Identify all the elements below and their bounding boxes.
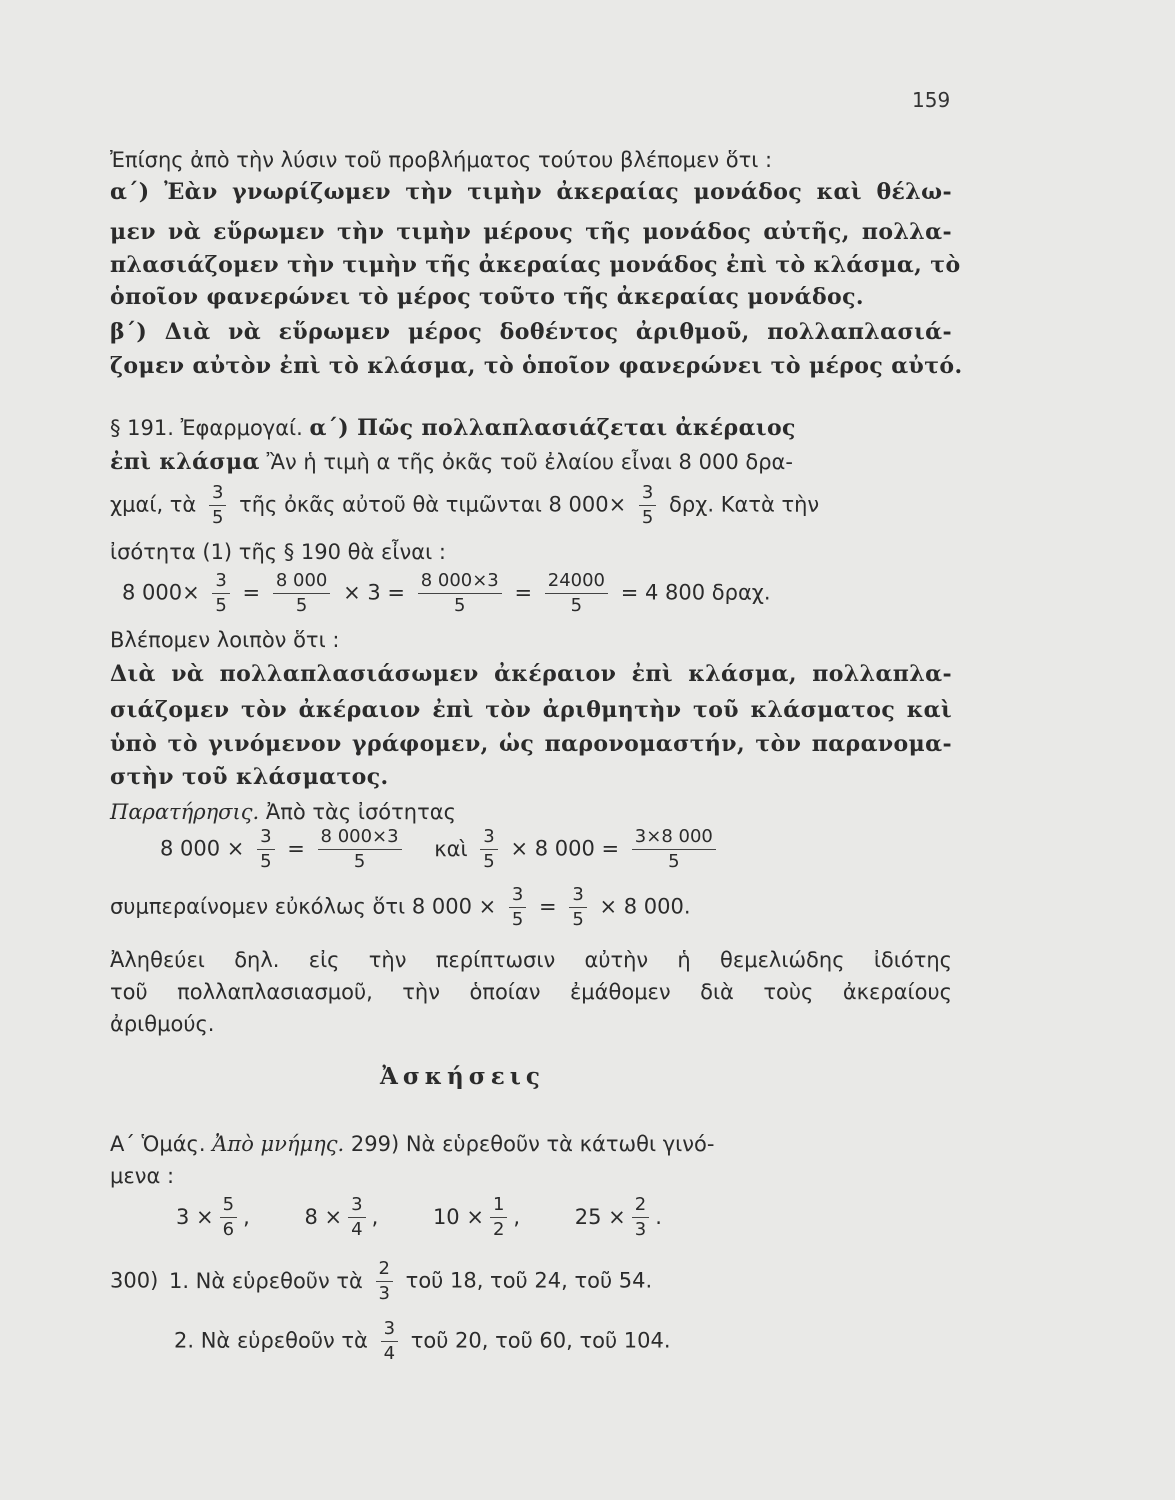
- section-question-cont: ἐπὶ κλάσμα: [110, 449, 260, 475]
- fraction: [209, 484, 226, 527]
- products-row: [176, 1196, 662, 1239]
- fraction: [480, 828, 497, 871]
- eq-term: 8 000 ×: [160, 836, 245, 861]
- denominator: 2: [492, 1219, 505, 1240]
- conclusion-text: συμπεραίνομεν εὐκόλως ὅτι: [110, 894, 406, 919]
- truth-line-1: Ἀληθεύει δηλ. εἰς τὴν περίπτωσιν αὐτὴν ἡ θεμελιώδης ἰδιότης: [110, 948, 952, 972]
- fraction: [632, 828, 716, 871]
- eq-term: × 3: [343, 580, 381, 605]
- product-item: [432, 1194, 521, 1240]
- fraction: [639, 484, 656, 527]
- numerator: 5: [220, 1196, 237, 1218]
- numerator: 3×8 000: [632, 828, 716, 850]
- numerator: 3: [480, 828, 497, 850]
- eq-term: × 8 000 =: [510, 836, 620, 861]
- section-191-line-2: [110, 448, 952, 476]
- memory-label: Ἀπὸ μνήμης.: [212, 1132, 345, 1156]
- numerator: 3: [348, 1196, 365, 1218]
- truth-line-3: ἀριθμούς.: [110, 1012, 215, 1036]
- fraction: [212, 572, 229, 615]
- equation-2: [160, 828, 722, 871]
- rule-b-line-2: ζομεν αὐτὸν ἐπὶ τὸ κλάσμα, τὸ ὁποῖον φανερώνει τὸ μέρος αὐτό.: [110, 353, 963, 379]
- exercise-299-cont: μενα :: [110, 1164, 175, 1188]
- numerator: 1: [490, 1196, 507, 1218]
- fraction: [318, 828, 402, 871]
- numerator: 24000: [545, 572, 608, 594]
- denominator: 5: [260, 851, 272, 872]
- eq-sign: =: [387, 580, 405, 605]
- section-text: Ἂν ἡ τιμὴ α τῆς ὀκᾶς τοῦ ἐλαίου εἶναι 8 000 δρα-: [266, 450, 793, 474]
- fraction: [220, 1196, 237, 1239]
- exercise-group-line: [110, 1130, 952, 1158]
- exercise-300-1: [110, 1260, 652, 1303]
- eq-term: 8 000×: [122, 580, 200, 605]
- numerator: 2: [376, 1260, 393, 1282]
- rule-b-line-1: β΄) Διὰ νὰ εὕρωμεν μέρος δοθέντος ἀριθμοῦ, πολλαπλασιά-: [110, 319, 952, 345]
- rule-a-line-3: πλασιάζομεν τὴν τιμὴν τῆς ἀκεραίας μονάδος ἐπὶ τὸ κλάσμα, τὸ: [110, 252, 961, 278]
- exercise-number: 300): [110, 1268, 159, 1293]
- numerator: 3: [509, 886, 526, 908]
- numerator: 3: [212, 572, 229, 594]
- eq-conjunction: καὶ: [434, 836, 468, 861]
- rule-line-4: στὴν τοῦ κλάσματος.: [110, 764, 389, 790]
- numerator: 3: [381, 1320, 398, 1342]
- observation-line: [110, 798, 952, 826]
- separator: ,: [243, 1204, 250, 1229]
- denominator: 5: [570, 595, 583, 616]
- section-question: α΄) Πῶς πολλαπλασιάζεται ἀκέραιος: [309, 415, 796, 441]
- intro-line: Ἐπίσης ἀπὸ τὴν λύσιν τοῦ προβλήματος τούτου βλέπομεν ὅτι :: [110, 148, 773, 172]
- denominator: 3: [378, 1283, 390, 1304]
- denominator: 5: [353, 851, 366, 872]
- product-item: [176, 1194, 250, 1240]
- rule-a-line-2: μεν νὰ εὕρωμεν τὴν τιμὴν μέρους τῆς μονάδος αὐτῆς, πολλα-: [110, 219, 952, 245]
- page-number: 159: [912, 88, 951, 112]
- denominator: 5: [511, 909, 524, 930]
- equation-3: [110, 886, 691, 929]
- eq-result: = 4 800 δραχ.: [620, 580, 771, 605]
- denominator: 5: [483, 851, 495, 872]
- eq-sign: =: [539, 894, 557, 919]
- numerator: 8 000: [273, 572, 331, 594]
- fraction: [569, 886, 586, 929]
- exercise-text: τοῦ 18, τοῦ 24, τοῦ 54.: [405, 1268, 653, 1293]
- rule-a-line-1: α΄) Ἐὰν γνωρίζωμεν τὴν τιμὴν ἀκεραίας μονάδος καὶ θέλω-: [110, 179, 952, 205]
- group-label: Α΄ Ὁμάς.: [110, 1132, 206, 1156]
- denominator: 4: [351, 1219, 363, 1240]
- numerator: 3: [209, 484, 226, 506]
- eq-sign: =: [287, 836, 305, 861]
- fraction: [490, 1196, 507, 1239]
- denominator: 5: [211, 507, 224, 528]
- fraction: [632, 1196, 649, 1239]
- denominator: 5: [215, 595, 227, 616]
- section-number: § 191.: [110, 416, 174, 440]
- section-191-line-3: [110, 484, 819, 527]
- truth-line-2: τοῦ πολλαπλασιασμοῦ, τὴν ὁποίαν ἐμάθομεν διὰ τοὺς ἀκεραίους: [110, 980, 952, 1004]
- equation-1: [122, 572, 771, 615]
- fraction: [418, 572, 502, 615]
- fraction: [376, 1260, 393, 1303]
- denominator: 5: [572, 909, 584, 930]
- rule-line-2: σιάζομεν τὸν ἀκέραιον ἐπὶ τὸν ἀριθμητὴν τοῦ κλάσματος καὶ: [110, 697, 952, 723]
- exercise-text: 1. Νὰ εὑρεθοῦν τὰ: [168, 1268, 363, 1293]
- observation-label: Παρατήρησις.: [110, 800, 260, 824]
- exercises-heading: Ἀσκήσεις: [380, 1063, 545, 1090]
- separator: ,: [371, 1204, 379, 1229]
- eq-sign: =: [242, 580, 261, 605]
- product-term: 8 ×: [304, 1204, 343, 1229]
- denominator: 6: [222, 1219, 235, 1240]
- separator: .: [655, 1204, 662, 1229]
- numerator: 3: [257, 828, 274, 850]
- observation-text: Ἀπὸ τὰς ἰσότητας: [265, 800, 456, 824]
- product-term: 3 ×: [176, 1204, 214, 1229]
- text-span: δρχ. Κατὰ τὴν: [669, 492, 820, 517]
- numerator: 3: [639, 484, 656, 506]
- denominator: 4: [383, 1343, 396, 1364]
- product-item: [574, 1194, 662, 1240]
- fraction: [257, 828, 274, 871]
- section-title: Ἐφαρμογαί.: [180, 416, 303, 440]
- product-term: 10 ×: [432, 1204, 484, 1229]
- eq-term: 8 000 ×: [411, 894, 497, 919]
- equality-ref-line: ἰσότητα (1) τῆς § 190 θὰ εἶναι :: [110, 540, 446, 564]
- product-item: [304, 1194, 379, 1240]
- exercise-text: 2. Νὰ εὑρεθοῦν τὰ: [174, 1328, 368, 1353]
- separator: ,: [513, 1204, 521, 1229]
- exercise-300-2: [174, 1320, 671, 1363]
- denominator: 5: [668, 851, 680, 872]
- denominator: 5: [295, 595, 308, 616]
- text-span: χμαί, τὰ: [110, 492, 197, 517]
- fraction: [381, 1320, 398, 1363]
- rule-line-1: Διὰ νὰ πολλαπλασιάσωμεν ἀκέραιον ἐπὶ κλάσμα, πολλαπλα-: [110, 661, 952, 687]
- eq-term: × 8 000.: [599, 894, 691, 919]
- see-therefore-line: Βλέπομεν λοιπὸν ὅτι :: [110, 628, 340, 652]
- rule-line-3: ὑπὸ τὸ γινόμενον γράφομεν, ὡς παρονομαστήν, τὸν παρανομα-: [110, 731, 952, 757]
- fraction: [348, 1196, 365, 1239]
- rule-a-line-4: ὁποῖον φανερώνει τὸ μέρος τοῦτο τῆς ἀκεραίας μονάδος.: [110, 284, 864, 310]
- denominator: 3: [634, 1219, 647, 1240]
- product-term: 25 ×: [574, 1204, 626, 1229]
- fraction: [273, 572, 331, 615]
- eq-sign: =: [514, 580, 533, 605]
- numerator: 8 000×3: [318, 828, 402, 850]
- text-span: τῆς ὀκᾶς αὐτοῦ θὰ τιμῶνται 8 000×: [239, 492, 627, 517]
- numerator: 3: [569, 886, 586, 908]
- fraction: [509, 886, 526, 929]
- fraction: [545, 572, 608, 615]
- denominator: 5: [641, 507, 654, 528]
- section-191-heading: [110, 414, 952, 442]
- numerator: 8 000×3: [418, 572, 502, 594]
- exercise-text: τοῦ 20, τοῦ 60, τοῦ 104.: [410, 1328, 671, 1353]
- denominator: 5: [454, 595, 466, 616]
- numerator: 2: [632, 1196, 649, 1218]
- exercise-299: 299) Νὰ εὑρεθοῦν τὰ κάτωθι γινό-: [350, 1132, 715, 1156]
